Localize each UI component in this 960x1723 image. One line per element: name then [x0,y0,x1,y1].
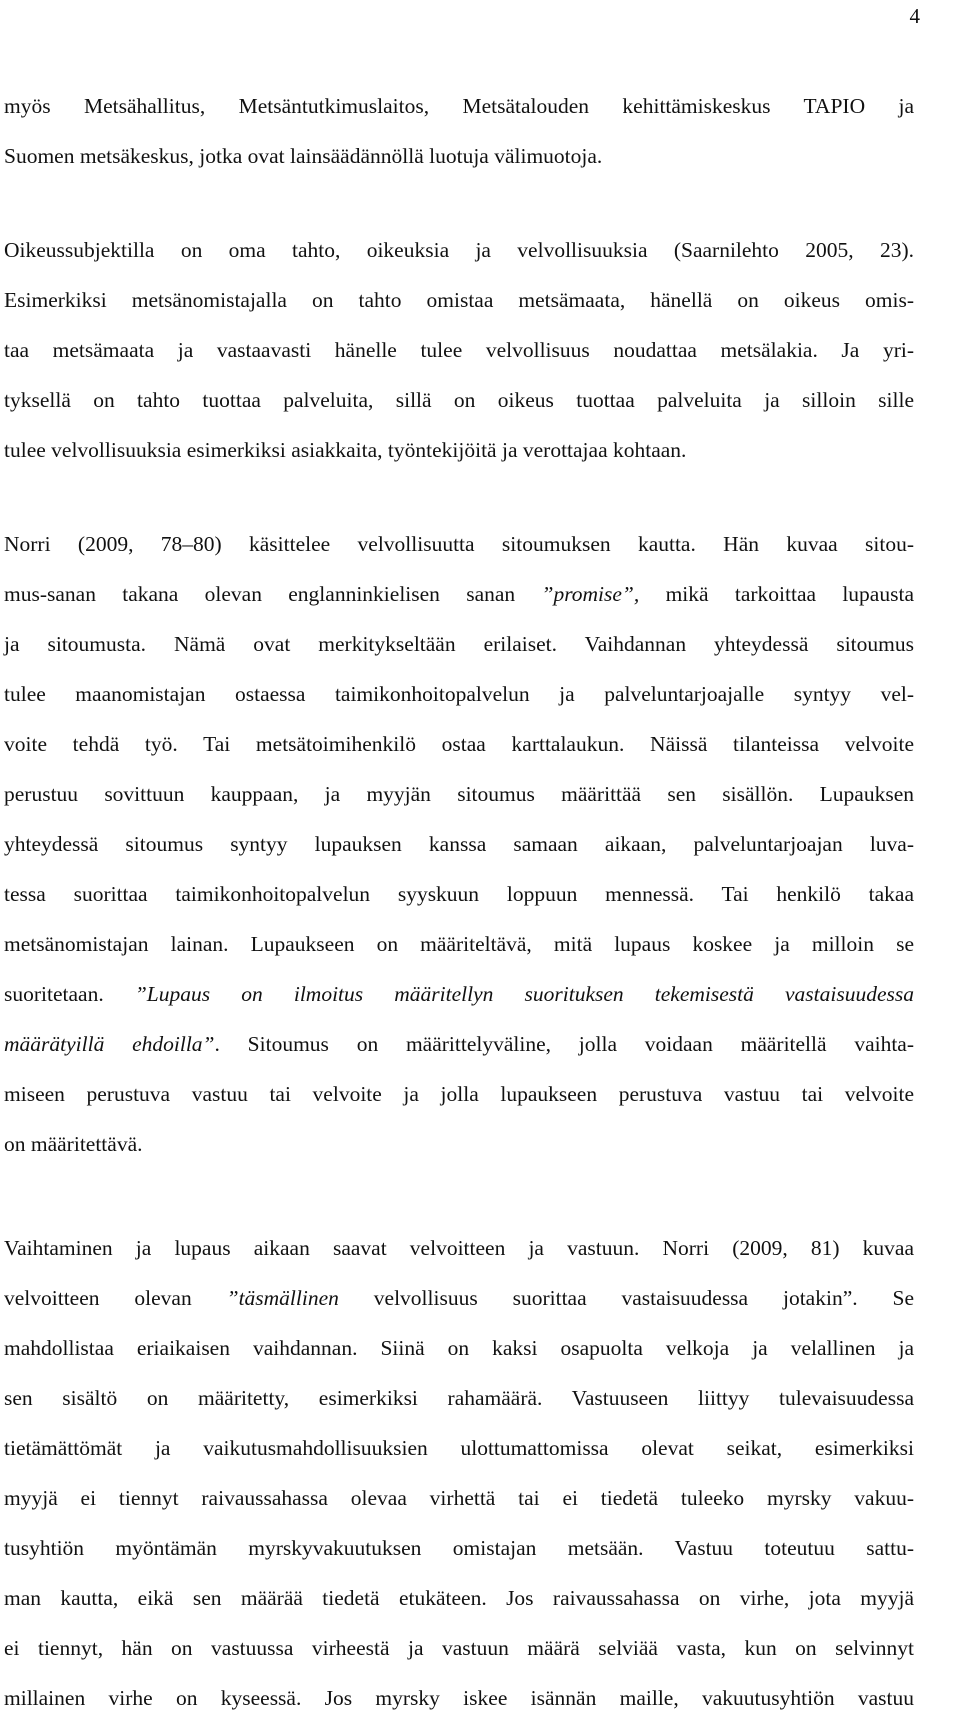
text-line: myös Metsähallitus, Metsäntutkimuslaitos, Metsätalouden kehittämiskeskus TAPIO ja [4,94,914,118]
text-line-with-emphasis [4,569,914,619]
text-run: suoritetaan. [4,982,135,1006]
text-line-with-emphasis [4,969,914,1019]
paragraph-2 [4,225,914,475]
text-line: Norri (2009, 78–80) käsittelee velvollisuutta sitoumuksen kautta. Hän kuvaa sitou- [4,532,914,556]
text-line: metsänomistajan lainan. Lupaukseen on määriteltävä, mitä lupaus koskee ja milloin se [4,932,914,956]
text-line: ei tiennyt, hän on vastuussa virheestä ja vastuun määrä selviää vasta, kun on selvinnyt [4,1636,914,1660]
paragraph-spacer [4,1169,914,1223]
paragraph-3 [4,519,914,1169]
text-line: tessa suorittaa taimikonhoitopalvelun syyskuun loppuun mennessä. Tai henkilö takaa [4,882,914,906]
text-line: tulee maanomistajan ostaessa taimikonhoitopalvelun ja palveluntarjoajalle syntyy vel- [4,682,914,706]
text-line: miseen perustuva vastuu tai velvoite ja jolla lupaukseen perustuva vastuu tai velvoite [4,1082,914,1106]
text-line: sen sisältö on määritetty, esimerkiksi rahamäärä. Vastuuseen liittyy tulevaisuudessa [4,1386,914,1410]
text-run: mikä tarkoittaa lupausta [639,582,914,606]
paragraph-4 [4,1223,914,1723]
text-line: tyksellä on tahto tuottaa palveluita, sillä on oikeus tuottaa palveluita ja silloin sille [4,388,914,412]
text-line: tietämättömät ja vaikutusmahdollisuuksien ulottumattomissa olevat seikat, esimerkiksi [4,1436,914,1460]
text-run: velvoitteen olevan [4,1286,227,1310]
text-line: Oikeussubjektilla on oma tahto, oikeuksia ja velvollisuuksia (Saarnilehto 2005, 23). [4,238,914,262]
quoted-definition: ”Lupaus on ilmoitus määritellyn suorituksen tekemisestä vastaisuudessa [134,982,914,1006]
paragraph-spacer [4,475,914,519]
text-line: Esimerkiksi metsänomistajalla on tahto omistaa metsämaata, hänellä on oikeus omis- [4,288,914,312]
text-line: Vaihtaminen ja lupaus aikaan saavat velvoitteen ja vastuun. Norri (2009, 81) kuvaa [4,1236,914,1260]
paragraph-1 [4,81,914,181]
text-line: myyjä ei tiennyt raivaussahassa olevaa virhettä tai ei tiedetä tuleeko myrsky vakuu- [4,1486,914,1510]
paragraph-spacer [4,181,914,225]
emphasized-word: ”promise”, [541,582,640,606]
text-line: yhteydessä sitoumus syntyy lupauksen kanssa samaan aikaan, palveluntarjoajan luva- [4,832,914,856]
text-line: millainen virhe on kyseessä. Jos myrsky iskee isännän maille, vakuutusyhtiön vastuu [4,1686,914,1710]
text-line: perustuu sovittuun kauppaan, ja myyjän sitoumus määrittää sen sisällön. Lupauksen [4,782,914,806]
quoted-definition: määrätyillä ehdoilla” [4,1032,215,1056]
text-run: mus-sanan takana olevan englanninkielisen sanan [4,582,542,606]
text-line: man kautta, eikä sen määrää tiedetä etukäteen. Jos raivaussahassa on virhe, jota myyjä [4,1586,914,1610]
text-line-with-emphasis [4,1273,914,1323]
text-line: on määritettävä. [4,1132,143,1156]
text-line: tusyhtiön myöntämän myrskyvakuutuksen omistajan metsään. Vastuu toteutuu sattu- [4,1536,914,1560]
emphasized-word: ”täsmällinen [226,1286,339,1310]
page-number: 4 [909,4,920,28]
text-run: velvollisuus suorittaa vastaisuudessa jotakin”. Se [338,1286,914,1310]
text-line: voite tehdä työ. Tai metsätoimihenkilö ostaa karttalaukun. Näissä tilanteissa velvoite [4,732,914,756]
text-line-with-emphasis [4,1019,914,1069]
text-run: . Sitoumus on määrittelyväline, jolla voidaan määritellä vaihta- [214,1032,915,1056]
text-line: ja sitoumusta. Nämä ovat merkitykseltään erilaiset. Vaihdannan yhteydessä sitoumus [4,632,914,656]
text-line: Suomen metsäkeskus, jotka ovat lainsäädännöllä luotuja välimuotoja. [4,144,603,168]
text-line: mahdollistaa eriaikaisen vaihdannan. Siinä on kaksi osapuolta velkoja ja velallinen ja [4,1336,914,1360]
body-text [4,81,914,1723]
text-line: tulee velvollisuuksia esimerkiksi asiakkaita, työntekijöitä ja verottajaa kohtaan. [4,438,687,462]
text-line: taa metsämaata ja vastaavasti hänelle tulee velvollisuus noudattaa metsälakia. Ja yri- [4,338,914,362]
